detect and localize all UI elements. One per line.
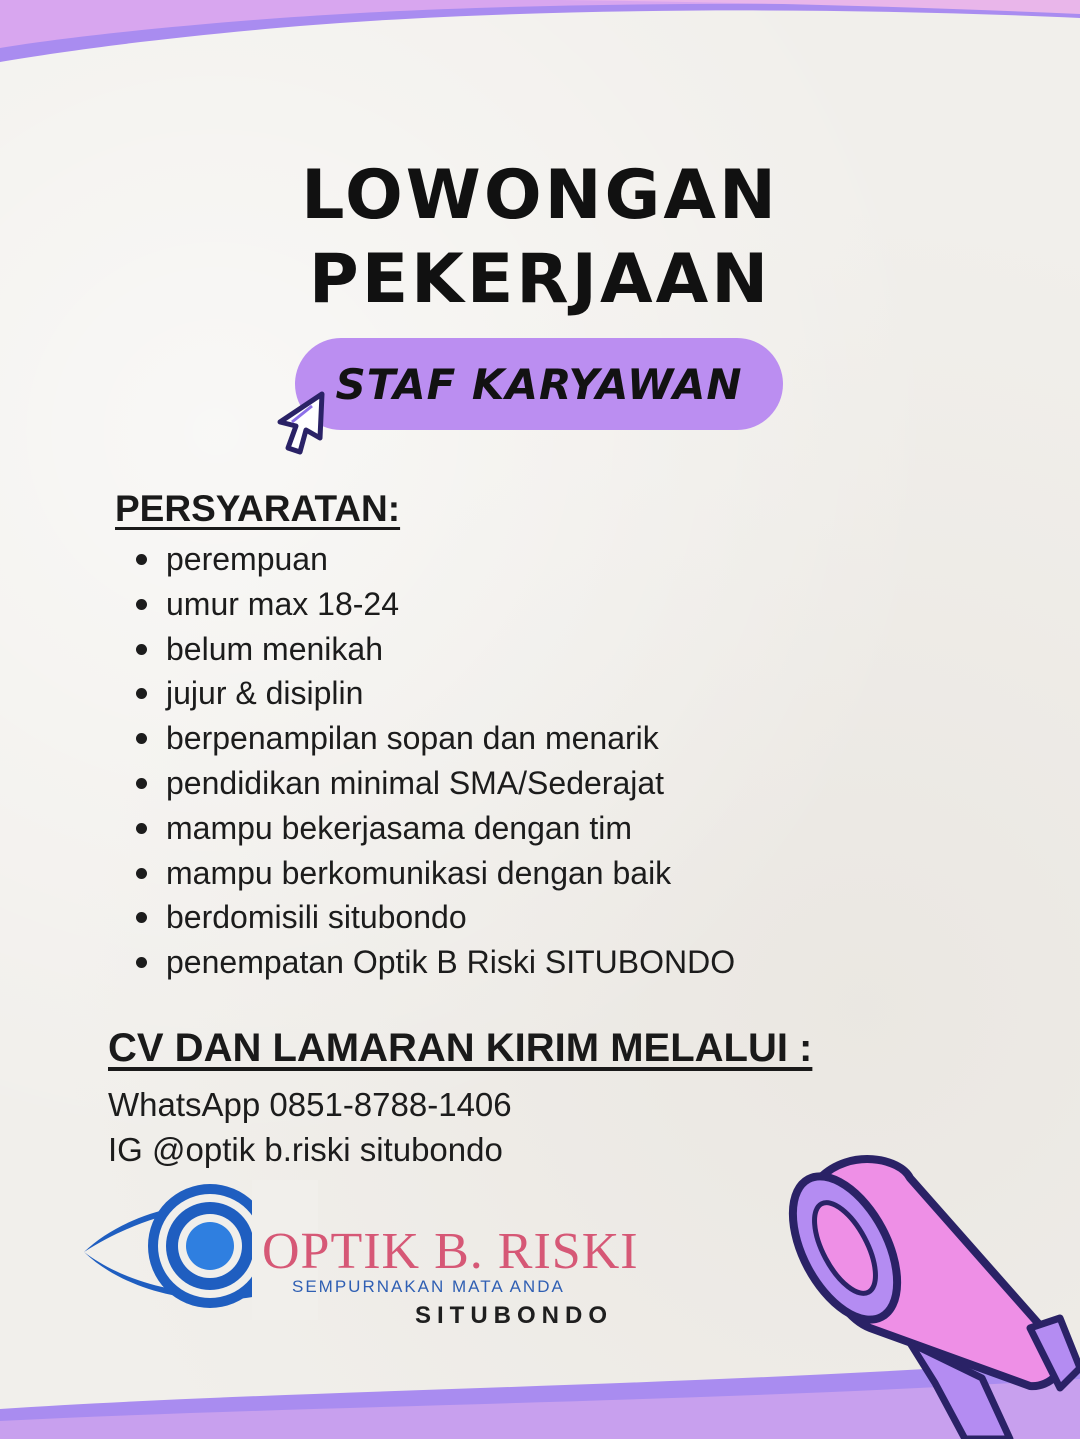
requirement-text: mampu bekerjasama dengan tim bbox=[166, 809, 633, 846]
top-wave-decoration bbox=[0, 0, 1080, 90]
bullet-icon bbox=[136, 957, 147, 968]
position-label: STAF KARYAWAN bbox=[335, 360, 743, 409]
requirement-text: berdomisili situbondo bbox=[166, 899, 467, 936]
requirements-list bbox=[130, 537, 735, 985]
bullet-icon bbox=[136, 599, 147, 610]
requirement-text: penempatan Optik B Riski SITUBONDO bbox=[166, 944, 736, 981]
application-heading: CV DAN LAMARAN KIRIM MELALUI : bbox=[108, 1026, 813, 1070]
list-item bbox=[130, 627, 735, 672]
requirement-text: pendidikan minimal SMA/Sederajat bbox=[166, 764, 665, 801]
list-item bbox=[130, 895, 735, 940]
cursor-icon bbox=[270, 388, 334, 458]
bullet-icon bbox=[136, 688, 147, 699]
logo-city: SITUBONDO bbox=[415, 1302, 613, 1329]
bullet-icon bbox=[136, 778, 147, 789]
title-line-1: LOWONGAN bbox=[301, 156, 779, 235]
requirement-text: belum menikah bbox=[166, 630, 383, 667]
list-item bbox=[130, 671, 735, 716]
instagram-contact: IG @optik b.riski situbondo bbox=[108, 1131, 503, 1168]
position-badge bbox=[295, 338, 783, 430]
bullet-icon bbox=[136, 554, 147, 565]
list-item bbox=[130, 537, 735, 582]
requirement-text: umur max 18-24 bbox=[166, 585, 399, 622]
megaphone-icon bbox=[760, 1138, 1080, 1439]
bullet-icon bbox=[136, 733, 147, 744]
logo-tagline: SEMPURNAKAN MATA ANDA bbox=[292, 1277, 565, 1296]
list-item bbox=[130, 761, 735, 806]
title-line-2: PEKERJAAN bbox=[308, 240, 772, 319]
list-item bbox=[130, 806, 735, 851]
requirement-text: berpenampilan sopan dan menarik bbox=[166, 720, 659, 757]
requirement-text: perempuan bbox=[166, 541, 328, 577]
list-item bbox=[130, 851, 735, 896]
bullet-icon bbox=[136, 644, 147, 655]
bullet-icon bbox=[136, 868, 147, 879]
requirements-heading: PERSYARATAN: bbox=[115, 488, 401, 529]
list-item bbox=[130, 940, 735, 985]
requirement-text: mampu berkomunikasi dengan baik bbox=[166, 854, 672, 891]
requirement-text: jujur & disiplin bbox=[166, 675, 364, 712]
bullet-icon bbox=[136, 912, 147, 923]
list-item bbox=[130, 582, 735, 627]
list-item bbox=[130, 716, 735, 761]
bullet-icon bbox=[136, 823, 147, 834]
logo-brand-name: OPTIK B. RISKI bbox=[262, 1223, 639, 1280]
whatsapp-contact: WhatsApp 0851-8788-1406 bbox=[108, 1086, 512, 1123]
